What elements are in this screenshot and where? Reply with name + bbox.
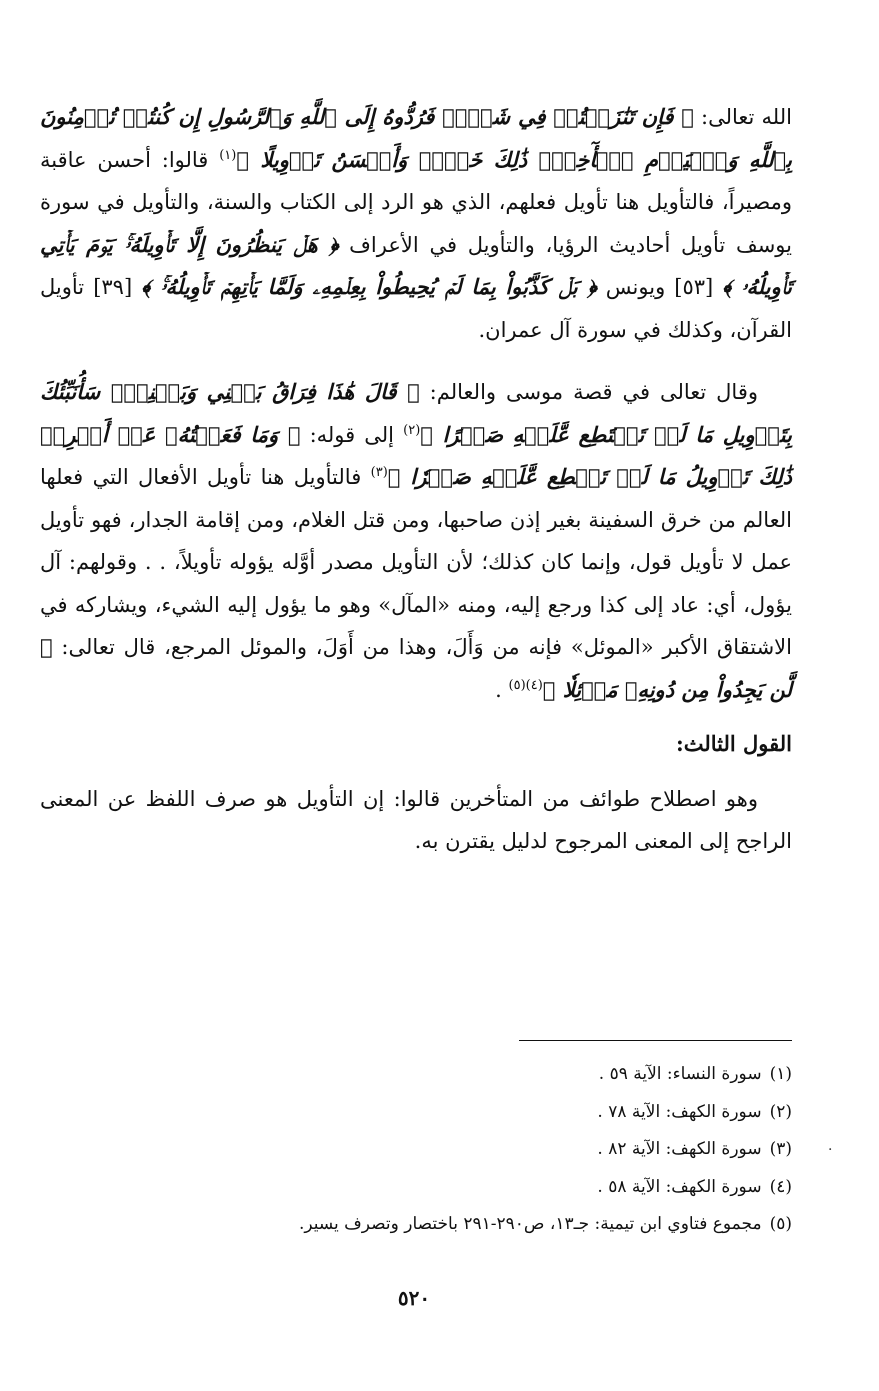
margin-speck: · [828,1142,833,1158]
footnote-number: (٥) [769,1214,792,1234]
footnote-ref[interactable]: (٣) [370,465,388,480]
text-run: [٥٣] ويونس [596,275,723,299]
paragraph-3: وهو اصطلاح طوائف من المتأخرين قالوا: إن التأويل هو صرف اللفظ عن المعنى الراجح إلى المعنى المرجوح لدليل يقترن به. [40,786,792,853]
footnote-item [92,1131,792,1169]
footnote-ref[interactable]: (٢) [403,422,421,438]
footnote-number: (٣) [769,1139,792,1159]
text-run: [٣٩] تأويل القرآن، وكذلك في سورة آل عمران. [40,275,792,342]
footnote-text: مجموع فتاوي ابن تيمية: جـ١٣، ص٢٩٠-٢٩١ باختصار وتصرف يسير. [298,1214,762,1234]
text-run: . [495,677,509,702]
footnote-ref[interactable]: (٤)(٥) [508,677,543,693]
text-run: فالتأويل هنا تأويل الأفعال التي فعلها العالم من خرق السفينة بغير إذن صاحبها، ومن قتل الغلام، ومن إقامة الجدار، فهو تأويل عمل لا تأويل قول، وإنما كان كذلك؛ لأن التأويل مصدر أوَّله يؤوله تأويلاً، . . وقولهم: آل يؤول، أي: عاد إلى كذا ورجع إليه، ومنه «المآل» وهو ما يؤول إليه الشيء، ويشاركه في الاشتقاق الأكبر «الموئل» فإنه من وَأَلَ، وهذا من أَوَلَ، والموئل المرجع، قال تعالى: [40,465,792,659]
quran-verse: ﴿ لَّن يَجِدُواْ مِن دُونِهِۦ مَوۡئِلٗا ﴾ [40,634,792,702]
paragraph-2 [40,371,792,711]
quran-verse: ﴿ قَالَ هَٰذَا فِرَاقُ بَيۡنِي وَبَيۡنِكَۚ سَأُنَبِّئُكَ بِتَأۡوِيلِ مَا لَمۡ تَسۡتَطِع عَّلَيۡهِ صَبۡرًا ﴾ [40,379,792,447]
footnote-item [92,1169,792,1207]
spacer [40,351,792,371]
footnote-text: سورة الكهف: الآية ٧٨ . [597,1101,762,1122]
footnote-item [92,1094,792,1132]
footnote-number: (١) [769,1064,792,1084]
paragraph-1 [40,96,792,351]
footnote-text: سورة الكهف: الآية ٨٢ . [597,1139,762,1159]
text-run: قالوا: أحسن عاقبة ومصيراً، فالتأويل هنا تأويل فعلهم، الذي هو الرد إلى الكتاب والسنة، والتأويل في سورة يوسف تأويل أحاديث الرؤيا، والتأويل في الأعراف [40,147,792,257]
quran-verse: ﴿ بَلۡ كَذَّبُواْ بِمَا لَمۡ يُحِيطُواْ بِعِلۡمِهِۦ وَلَمَّا يَأۡتِهِمۡ تَأۡوِيلُهُۥۚ ﴾ [141,274,597,299]
quran-verse: ﴿ وَمَا فَعَلۡتُهُۥ عَنۡ أَمۡرِيۚ ذَٰلِكَ تَأۡوِيلُ مَا لَمۡ تَسۡطِع عَّلَيۡهِ صَبۡرٗا ﴾ [40,421,792,489]
text-run: الله تعالى: [693,105,792,129]
text-run: إلى قوله: [300,422,404,447]
spacer [40,766,792,778]
footnote-item [92,1056,792,1094]
quran-verse: ﴿ هَلۡ يَنظُرُونَ إِلَّا تَأۡوِيلَهُۥۚ يَوۡمَ يَأۡتِي تَأۡوِيلُهُۥ ﴾ [40,231,792,299]
footnote-number: (٢) [769,1101,792,1122]
page-body [40,96,792,863]
footnote-number: (٤) [769,1176,792,1197]
footnote-text: سورة النساء: الآية ٥٩ . [598,1064,762,1084]
section-heading: القول الثالث: [675,731,792,756]
page-number: ٥٢٠ [397,1286,431,1310]
quran-verse: ﴿ فَإِن تَنَٰزَعۡتُمۡ فِي شَيۡءٖ فَرُدُّوهُ إِلَى ٱللَّهِ وَٱلرَّسُولِ إِن كُنتُمۡ تُؤۡمِنُونَ بِٱللَّهِ وَٱلۡيَوۡمِ ٱلۡأٓخِرِۚ ذَٰلِكَ خَيۡرٞ وَأَحۡسَنُ تَأۡوِيلًا ﴾ [40,104,793,172]
text-run: وقال تعالى في قصة موسى والعالم: [419,380,759,404]
footnote-item [92,1206,792,1244]
footnotes-list [92,1056,792,1244]
spacer [40,711,792,723]
footnote-text: سورة الكهف: الآية ٥٨ . [597,1176,762,1197]
footnote-separator [519,1040,792,1041]
footnote-ref[interactable]: (١) [219,147,237,163]
